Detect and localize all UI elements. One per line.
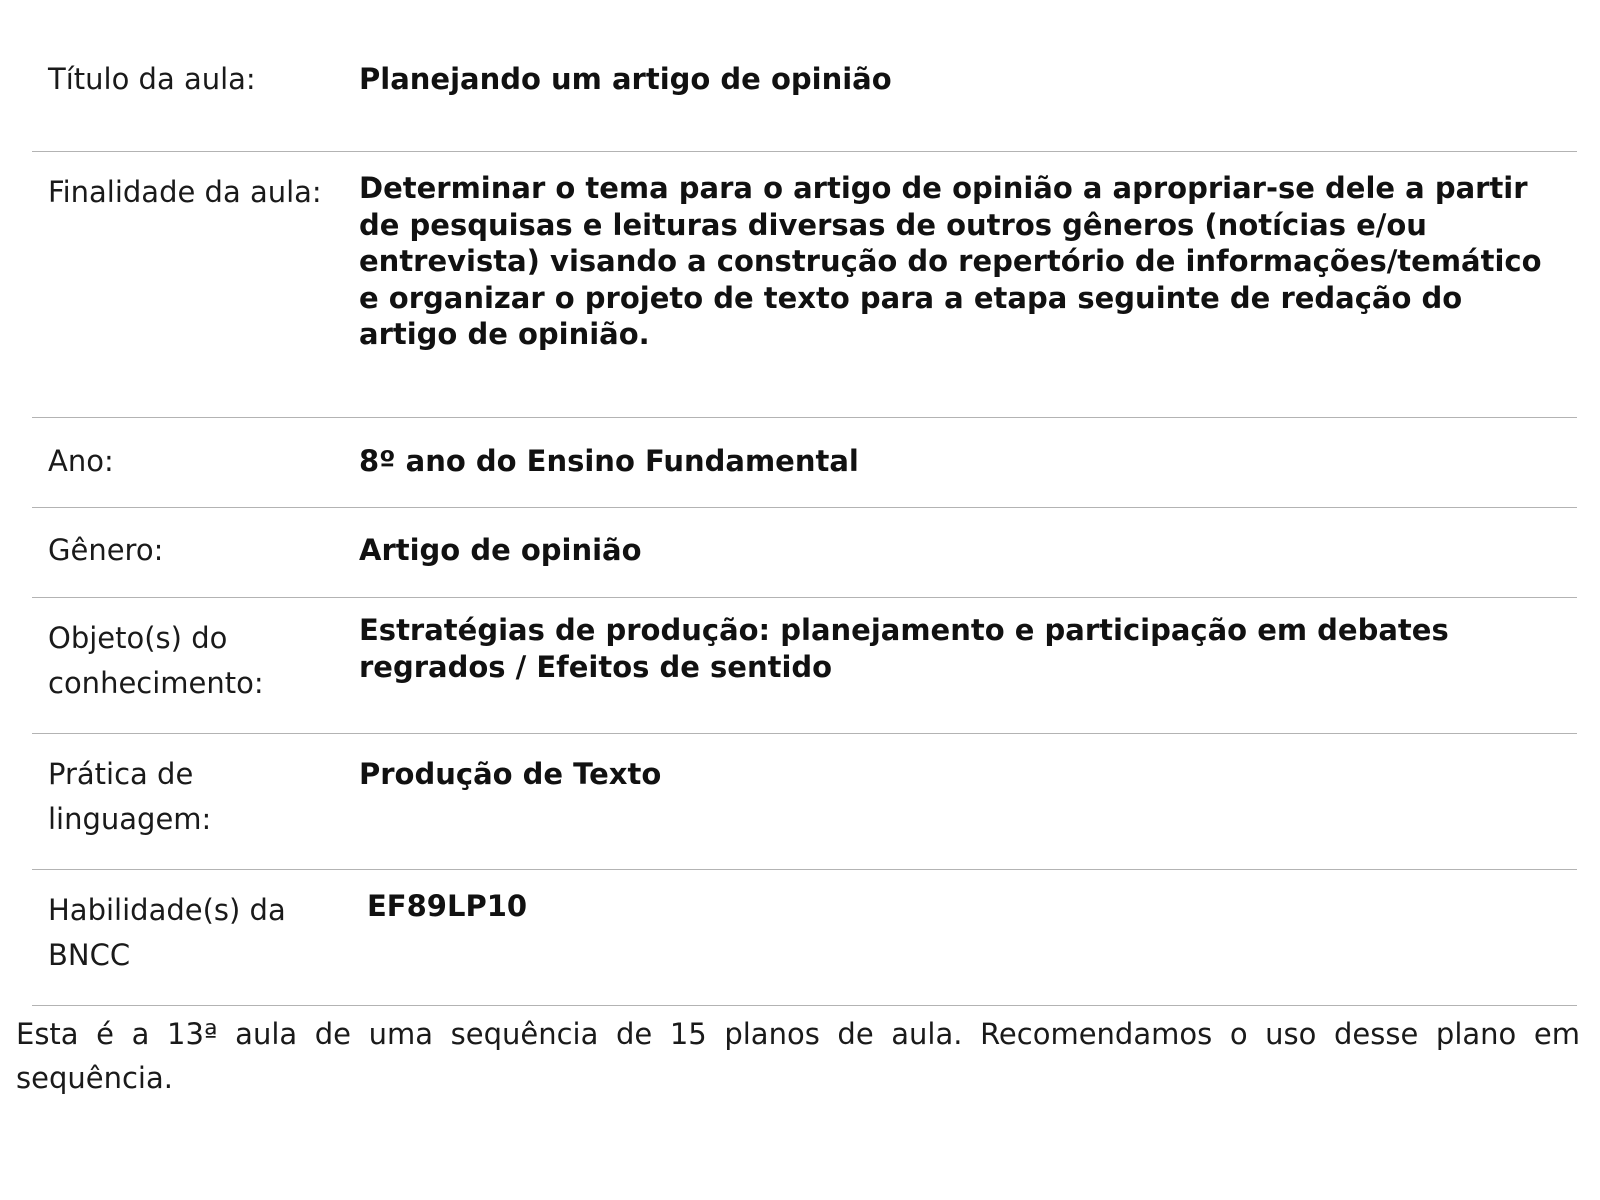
- row-school-year: [32, 418, 1577, 508]
- lesson-plan-table: [32, 0, 1577, 1006]
- sequence-note: Esta é a 13ª aula de uma sequência de 15 planos de aula. Recomendamos o uso desse plano em sequência.: [16, 1017, 1580, 1095]
- language-practice-value: Produção de Texto: [359, 757, 662, 791]
- genre-value: Artigo de opinião: [359, 533, 642, 567]
- knowledge-object-label: Objeto(s) do conhecimento:: [48, 621, 264, 700]
- knowledge-object-value: Estratégias de produção: planejamento e participação em debates regrados / Efeitos de sentido: [359, 613, 1449, 684]
- bncc-skill-label: Habilidade(s) da BNCC: [48, 893, 286, 972]
- lesson-title-value: Planejando um artigo de opinião: [359, 62, 892, 96]
- genre-label: Gênero:: [48, 533, 164, 567]
- lesson-title-label: Título da aula:: [48, 62, 256, 96]
- row-lesson-purpose: [32, 152, 1577, 418]
- row-lesson-title: [32, 0, 1577, 152]
- row-knowledge-object: [32, 598, 1577, 734]
- lesson-purpose-value: Determinar o tema para o artigo de opinião a apropriar-se dele a partir de pesquisas e leituras diversas de outros gêneros (notícias e/ou entrevista) visando a construção do repertório de informações/temático e organizar o projeto de texto para a etapa seguinte de redação do artigo de opinião.: [359, 171, 1542, 351]
- row-bncc-skill: [32, 870, 1577, 1006]
- row-genre: [32, 508, 1577, 598]
- school-year-label: Ano:: [48, 444, 114, 478]
- row-language-practice: [32, 734, 1577, 870]
- language-practice-label: Prática de linguagem:: [48, 757, 212, 836]
- lesson-purpose-label: Finalidade da aula:: [48, 175, 322, 209]
- bncc-skill-value: EF89LP10: [367, 889, 528, 923]
- school-year-value: 8º ano do Ensino Fundamental: [359, 444, 859, 478]
